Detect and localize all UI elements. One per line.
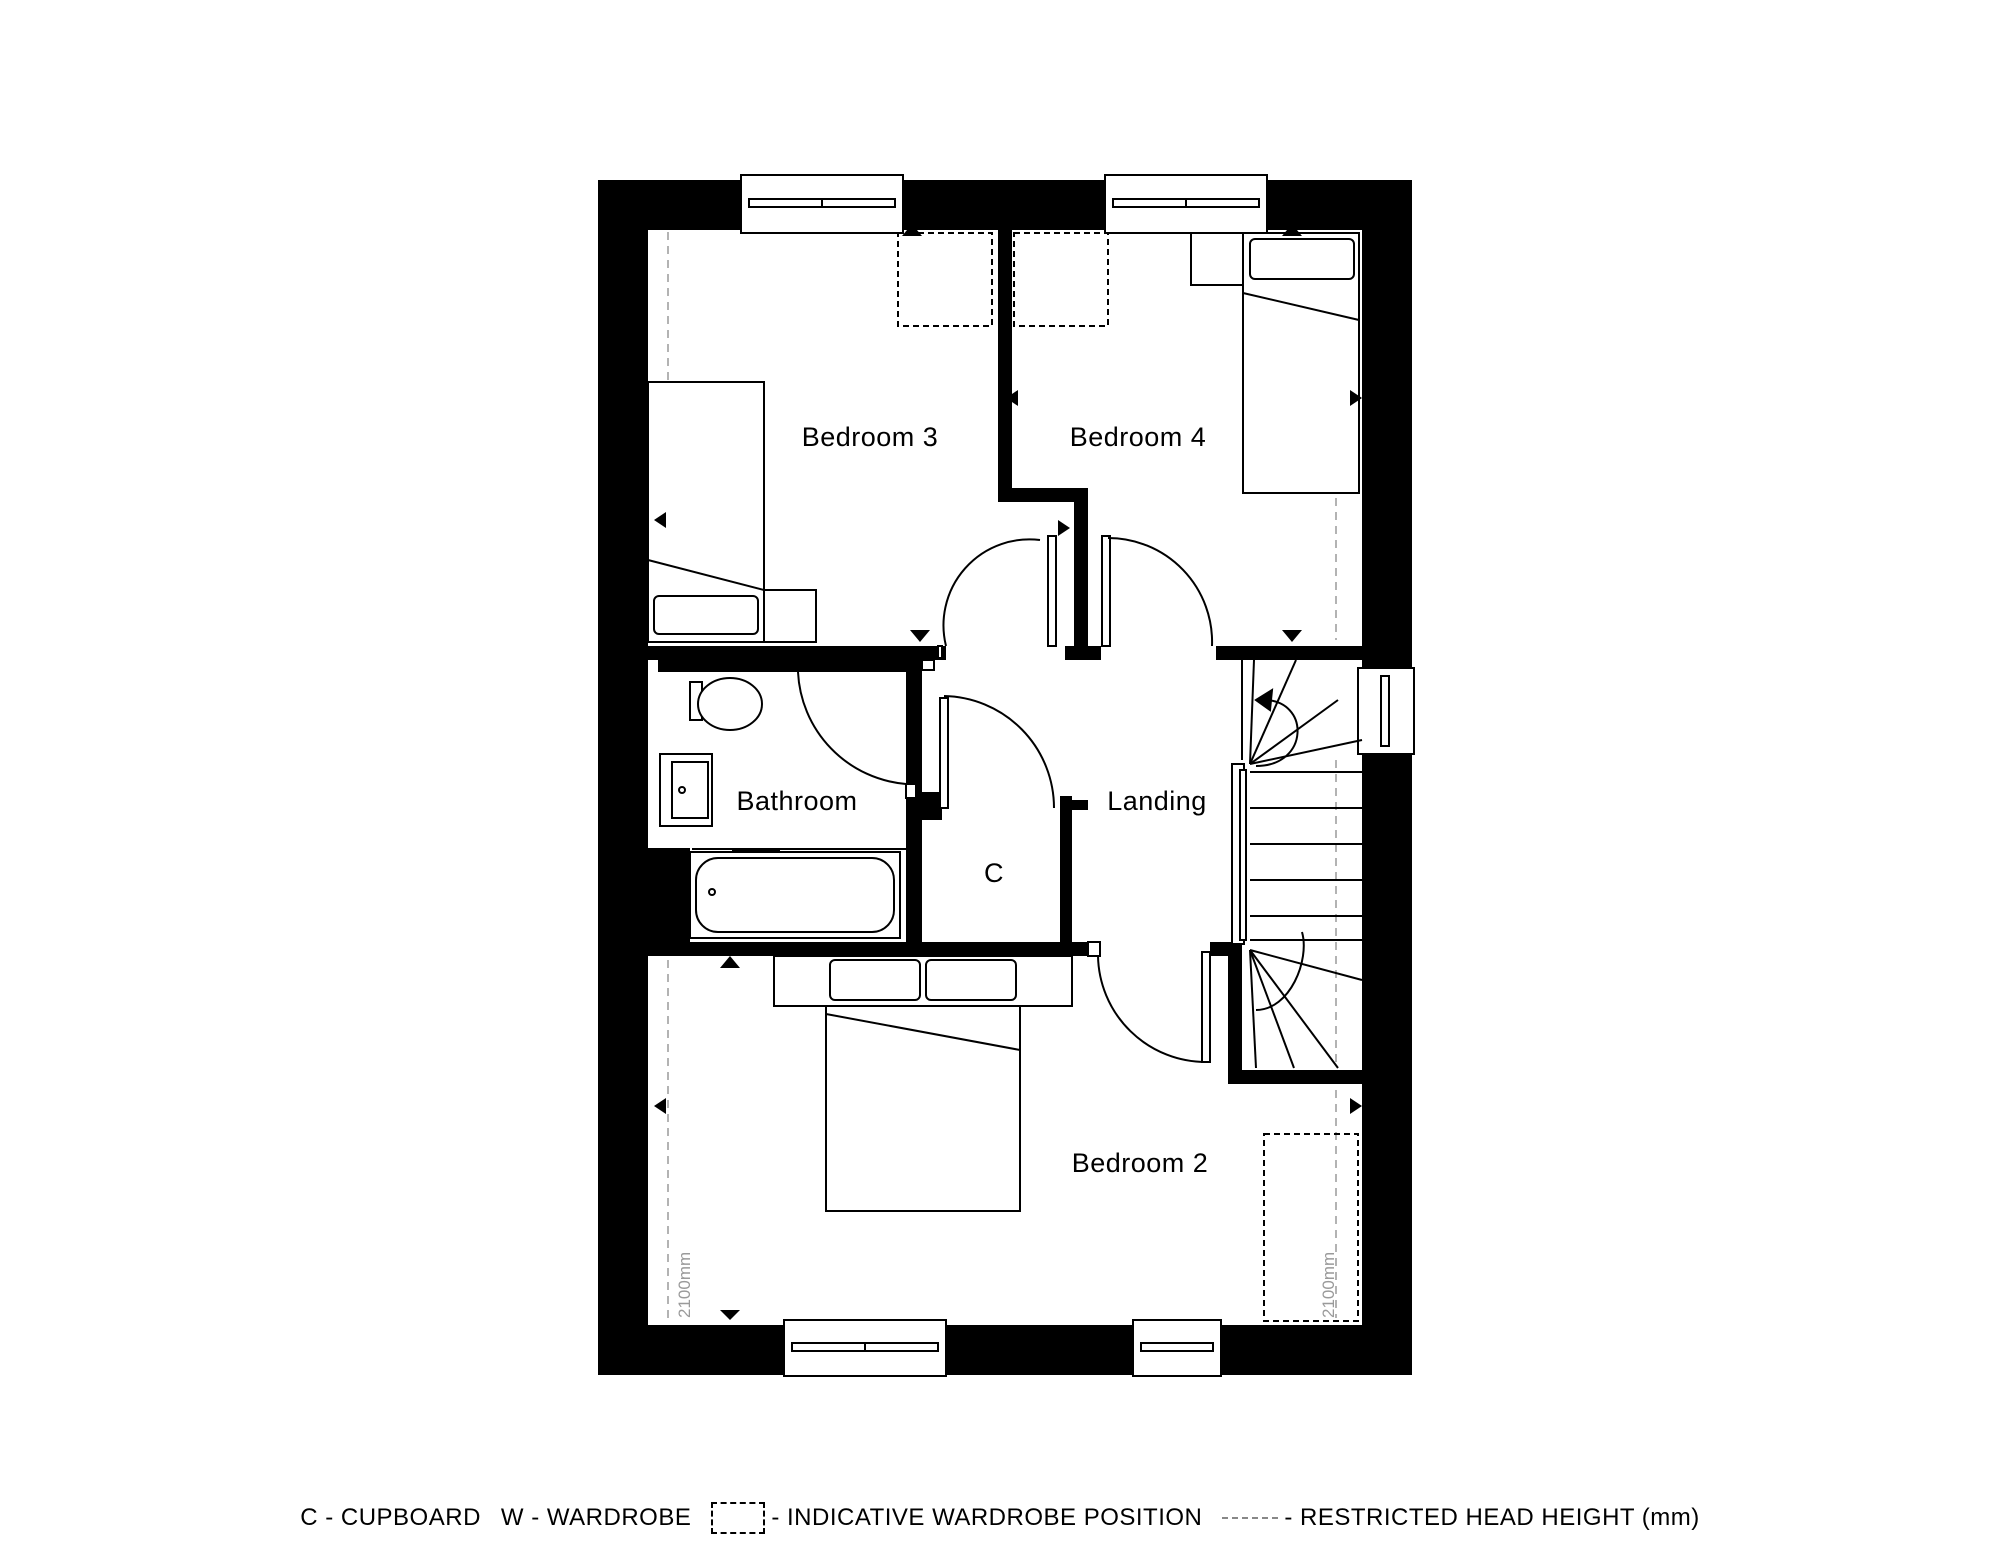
label-bedroom4: Bedroom 4: [1069, 422, 1207, 452]
bed-bedroom4: [1191, 233, 1359, 493]
door-bedroom3: [938, 536, 1056, 658]
dashed-box-icon: [711, 1502, 765, 1534]
label-bedroom2: Bedroom 2: [1071, 1148, 1209, 1178]
legend: [0, 1496, 2000, 1540]
legend-wardrobe: W - WARDROBE: [500, 1504, 692, 1531]
window-bedroom2-left: [784, 1320, 946, 1376]
label-bathroom: Bathroom: [736, 786, 858, 816]
head-height-label-right: 2100mm: [1319, 1251, 1338, 1318]
legend-indicative-wardrobe: [711, 1502, 1202, 1534]
legend-indicative-wardrobe-text: - INDICATIVE WARDROBE POSITION: [771, 1504, 1203, 1531]
window-stair: [1358, 668, 1414, 754]
legend-restricted-head-height: [1222, 1504, 1699, 1532]
door-cupboard: [940, 696, 1054, 808]
window-bedroom3: [741, 175, 903, 233]
window-bedroom4: [1105, 175, 1267, 233]
bed-bedroom2: [774, 956, 1072, 1211]
dashed-line-icon: [1222, 1517, 1278, 1519]
bed-bedroom3: [648, 382, 816, 642]
door-bedroom2: [1088, 942, 1210, 1062]
label-landing: Landing: [1107, 786, 1207, 816]
legend-cupboard: C - CUPBOARD: [300, 1504, 481, 1531]
door-bedroom4: [1102, 536, 1212, 646]
label-cupboard: C: [984, 858, 1004, 888]
legend-restricted-head-height-text: - RESTRICTED HEAD HEIGHT (mm): [1284, 1504, 1700, 1531]
window-bedroom2-right: [1133, 1320, 1221, 1376]
label-bedroom3: Bedroom 3: [801, 422, 939, 452]
staircase: [1232, 660, 1362, 1068]
head-height-label-left: 2100mm: [675, 1251, 694, 1318]
